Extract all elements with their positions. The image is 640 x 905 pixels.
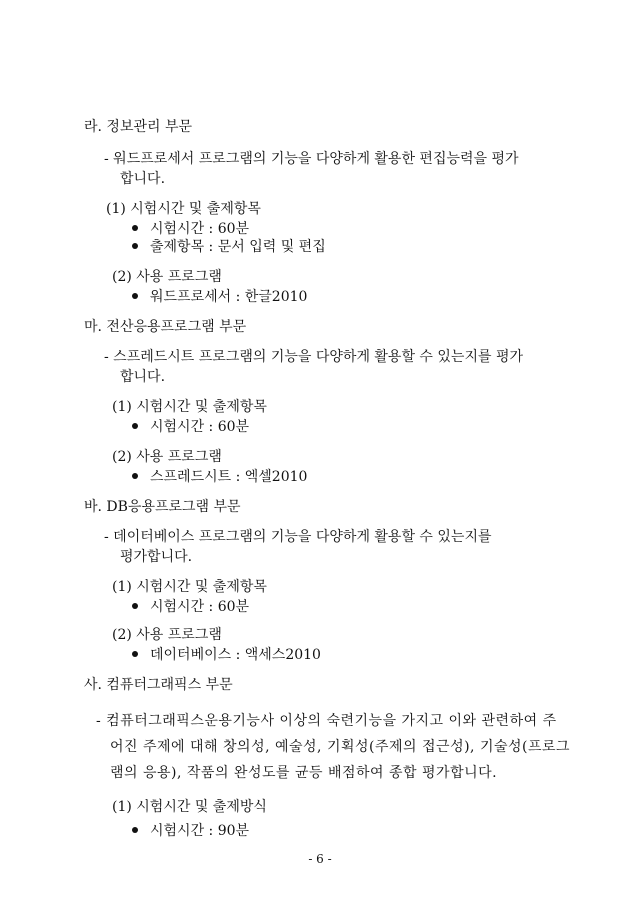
list-item: 시험시간 : 60분 bbox=[132, 598, 249, 616]
section-desc-ra-2: 합니다. bbox=[120, 171, 166, 187]
list-item: 출제항목 : 문서 입력 및 편집 bbox=[132, 238, 326, 256]
section-desc-ba-1: - 데이터베이스 프로그램의 기능을 다양하게 활용할 수 있는지를 bbox=[104, 529, 492, 545]
section-title-ba: 바. DB응용프로그램 부문 bbox=[84, 499, 241, 515]
bullet-icon bbox=[132, 473, 138, 479]
list-item: 데이터베이스 : 액세스2010 bbox=[132, 646, 321, 664]
subheading-ma-1: (1) 시험시간 및 출제항목 bbox=[112, 399, 267, 415]
subheading-ma-2: (2) 사용 프로그램 bbox=[112, 449, 222, 465]
section-title-ma: 마. 전산응용프로그램 부문 bbox=[84, 319, 247, 335]
section-desc-ma-1: - 스프레드시트 프로그램의 기능을 다양하게 활용할 수 있는지를 평가 bbox=[104, 349, 524, 365]
section-desc-ba-2: 평가합니다. bbox=[120, 549, 193, 565]
section-title-sa: 사. 컴퓨터그래픽스 부문 bbox=[84, 677, 233, 693]
list-item: 시험시간 : 60분 bbox=[132, 418, 249, 436]
subheading-sa-1: (1) 시험시간 및 출제방식 bbox=[112, 799, 267, 815]
section-desc-sa-2: 어진 주제에 대해 창의성, 예술성, 기획성(주제의 접근성), 기술성(프로그 bbox=[110, 739, 571, 755]
section-desc-ma-2: 합니다. bbox=[120, 369, 166, 385]
subheading-ra-2: (2) 사용 프로그램 bbox=[112, 269, 222, 285]
bullet-icon bbox=[132, 603, 138, 609]
list-item: 워드프로세서 : 한글2010 bbox=[132, 288, 307, 306]
section-desc-ra-1: - 워드프로세서 프로그램의 기능을 다양하게 활용한 편집능력을 평가 bbox=[104, 151, 519, 167]
subheading-ba-1: (1) 시험시간 및 출제항목 bbox=[112, 579, 267, 595]
section-title-ra: 라. 정보관리 부문 bbox=[84, 119, 193, 135]
page-number: - 6 - bbox=[308, 852, 332, 866]
bullet-icon bbox=[132, 827, 138, 833]
subheading-ra-1: (1) 시험시간 및 출제항목 bbox=[106, 201, 261, 217]
section-desc-sa-3: 램의 응용), 작품의 완성도를 균등 배점하여 종합 평가합니다. bbox=[110, 765, 498, 781]
bullet-icon bbox=[132, 293, 138, 299]
bullet-icon bbox=[132, 423, 138, 429]
bullet-icon bbox=[132, 651, 138, 657]
bullet-icon bbox=[132, 225, 138, 231]
section-desc-sa-1: - 컴퓨터그래픽스운용기능사 이상의 숙련기능을 가지고 이와 관련하여 주 bbox=[96, 713, 557, 729]
subheading-ba-2: (2) 사용 프로그램 bbox=[112, 627, 222, 643]
bullet-icon bbox=[132, 243, 138, 249]
list-item: 스프레드시트 : 엑셀2010 bbox=[132, 468, 307, 486]
list-item: 시험시간 : 90분 bbox=[132, 822, 249, 840]
list-item: 시험시간 : 60분 bbox=[132, 220, 249, 238]
